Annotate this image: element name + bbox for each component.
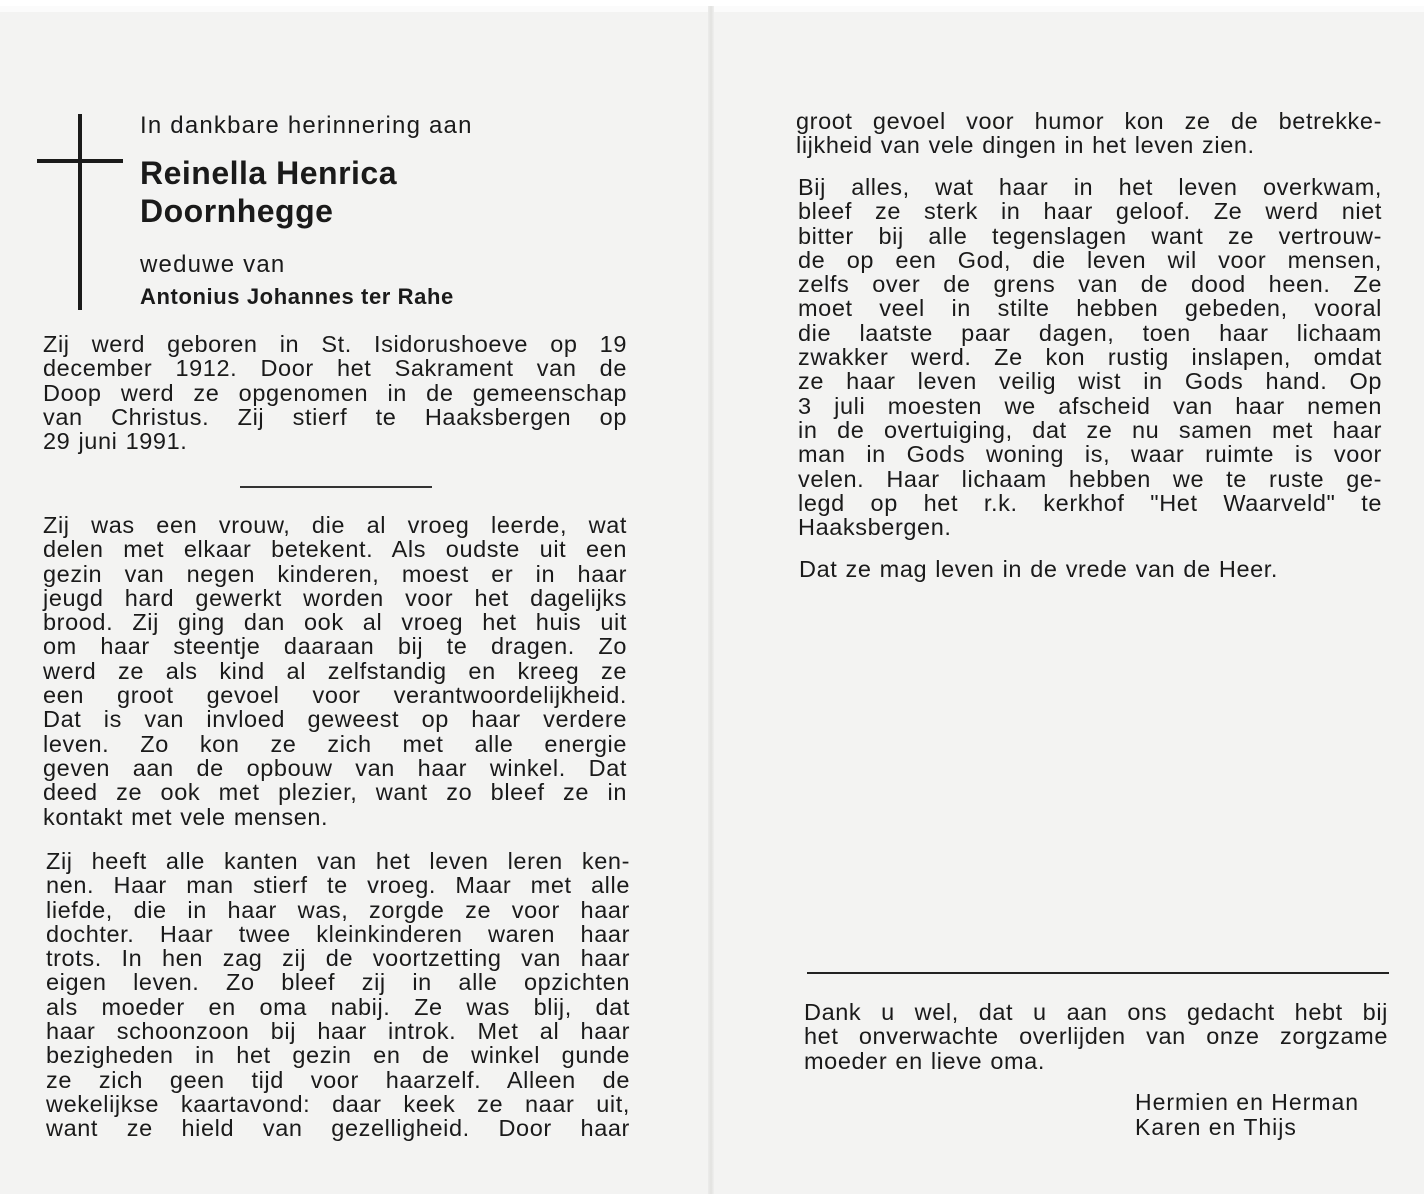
text-line: Bij alles, wat haar in het leven overkwam, <box>798 174 1382 200</box>
cross-icon-horizontal <box>37 159 123 163</box>
text-line: eigen leven. Zo bleef zij in alle opzichten <box>46 969 630 996</box>
text-line: Zij was een vrouw, die al vroeg leerde, wat <box>43 512 627 538</box>
text-line: zwakker werd. Ze kon rustig inslapen, omdat <box>798 344 1382 371</box>
text-line: de op een God, die leven wil voor mensen, <box>798 246 1382 273</box>
text-line: haar schoonzoon bij haar introk. Met al haar <box>46 1018 630 1045</box>
text-line: man in Gods woning is, waar ruimte is voor <box>798 441 1382 468</box>
text-line: een groot gevoel voor verantwoordelijkheid. <box>43 682 627 709</box>
birth-death-paragraph <box>43 332 627 453</box>
thanks-paragraph <box>804 1000 1388 1073</box>
memorial-card <box>0 6 1424 1196</box>
text-line: bitter bij alle tegenslagen want ze vertrouw- <box>798 222 1382 249</box>
text-line: werd ze als kind al zelfstandig en kreeg ze <box>43 657 627 684</box>
text-line: gezin van negen kinderen, moest er in haar <box>43 560 627 587</box>
text-line: kontakt met vele mensen. <box>43 803 329 830</box>
cross-icon-vertical <box>78 114 82 310</box>
humor-paragraph <box>796 109 1382 158</box>
text-line: zelfs over de grens van de dood heen. Ze <box>798 271 1382 298</box>
husband-name: Antonius Johannes ter Rahe <box>140 284 454 309</box>
text-line: velen. Haar lichaam hebben we te ruste ge- <box>798 465 1382 492</box>
text-line: groot gevoel voor humor kon ze de betrekke- <box>796 108 1382 134</box>
text-line: als moeder en oma nabij. Ze was blij, dat <box>46 993 630 1020</box>
deceased-name <box>140 154 397 230</box>
text-line: 3 juli moesten we afscheid van haar nemen <box>798 392 1382 419</box>
text-line: moeder en lieve oma. <box>804 1047 1045 1074</box>
center-fold <box>708 6 714 1196</box>
signature-line-1: Hermien en Herman <box>1135 1089 1360 1115</box>
text-line: in de overtuiging, dat ze nu samen met haar <box>798 416 1382 443</box>
life-paragraph <box>43 513 627 829</box>
text-line: geven aan de opbouw van haar winkel. Dat <box>43 754 627 781</box>
faith-paragraph <box>798 175 1382 539</box>
text-line: want ze hield van gezelligheid. Door haar <box>46 1115 630 1142</box>
text-line: die laatste paar dagen, toen haar lichaam <box>798 319 1382 346</box>
divider <box>240 486 432 488</box>
blessing-paragraph <box>799 557 1383 581</box>
text-line: 29 juni 1991. <box>43 428 188 455</box>
text-line: leven. Zo kon ze zich met alle energie <box>43 730 627 757</box>
text-line: trots. In hen zag zij de voortzetting van haar <box>46 945 630 972</box>
text-line: moet veel in stilte hebben gebeden, vooral <box>798 295 1382 322</box>
text-line: liefde, die in haar was, zorgde ze voor haar <box>46 896 630 923</box>
text-line: nen. Haar man stierf te vroeg. Maar met alle <box>46 872 630 899</box>
signature-line-2: Karen en Thijs <box>1135 1114 1297 1140</box>
text-line: het onverwachte overlijden van onze zorgzame <box>804 1023 1388 1050</box>
text-line: Dat ze mag leven in de vrede van de Heer. <box>799 556 1279 582</box>
text-line: Dank u wel, dat u aan ons gedacht hebt bij <box>804 999 1388 1025</box>
text-line: ze zich geen tijd voor haarzelf. Alleen de <box>46 1066 630 1093</box>
family-paragraph <box>46 849 630 1141</box>
text-line: Doop werd ze opgenomen in de gemeenschap <box>43 379 627 406</box>
text-line: deed ze ook met plezier, want zo bleef ze in <box>43 779 627 806</box>
text-line: jeugd hard gewerkt worden voor het dagelijks <box>43 584 627 611</box>
text-line: december 1912. Door het Sakrament van de <box>43 355 627 382</box>
text-line: Dat is van invloed geweest op haar verdere <box>43 706 627 733</box>
text-line: dochter. Haar twee kleinkinderen waren haar <box>46 920 630 947</box>
text-line: legd op het r.k. kerkhof "Het Waarveld" te <box>798 489 1382 516</box>
widow-of-label: weduwe van <box>140 251 286 278</box>
divider <box>807 972 1389 974</box>
bottom-edge <box>0 1194 1424 1200</box>
deceased-name-line2: Doornhegge <box>140 193 334 229</box>
text-line: Haaksbergen. <box>798 514 952 541</box>
deceased-name-line1: Reinella Henrica <box>140 155 397 191</box>
text-line: van Christus. Zij stierf te Haaksbergen op <box>43 403 627 430</box>
text-line: Zij werd geboren in St. Isidorushoeve op 19 <box>43 331 627 357</box>
text-line: bezigheden in het gezin en de winkel gunde <box>46 1042 630 1069</box>
text-line: Zij heeft alle kanten van het leven leren ken- <box>46 848 630 874</box>
text-line: wekelijkse kaartavond: daar keek ze naar uit, <box>46 1090 630 1117</box>
text-line: brood. Zij ging dan ook al vroeg het huis uit <box>43 609 627 636</box>
text-line: bleef ze sterk in haar geloof. Ze werd niet <box>798 198 1382 225</box>
intro-text: In dankbare herinnering aan <box>140 112 473 139</box>
text-line: delen met elkaar betekent. Als oudste uit een <box>43 536 627 563</box>
text-line: ze haar leven veilig wist in Gods hand. Op <box>798 368 1382 395</box>
text-line: lijkheid van vele dingen in het leven zien. <box>796 132 1255 159</box>
text-line: om haar steentje daaraan bij te dragen. Zo <box>43 633 627 660</box>
